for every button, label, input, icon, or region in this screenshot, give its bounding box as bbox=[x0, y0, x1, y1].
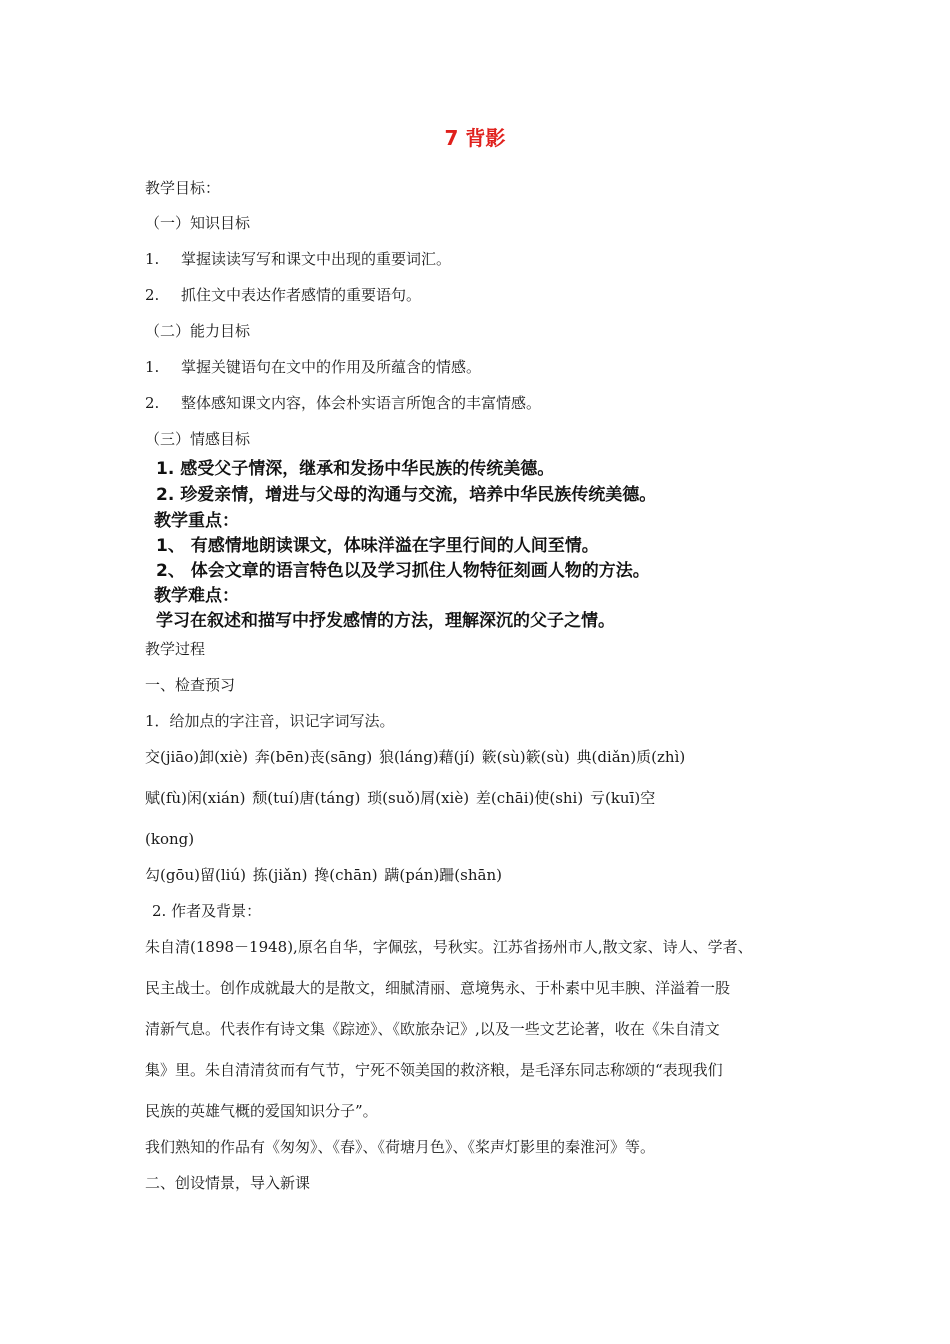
pinyin-row-continued: (kong) bbox=[145, 830, 195, 848]
ability-item bbox=[145, 393, 541, 413]
document-title: 7 背影 bbox=[444, 126, 506, 150]
pinyin-row: 交(jiāo)卸(xiè) 奔(bēn)丧(sāng) 狼(láng)藉(jí) 簌(sù)簌(sù) 典(diǎn)质(zhì) bbox=[145, 748, 686, 766]
item-number: 1. bbox=[145, 358, 160, 376]
item-number: 2. bbox=[145, 286, 160, 304]
key-point-item: 2、 体会文章的语言特色以及学习抓住人物特征刻画人物的方法。 bbox=[156, 561, 650, 581]
item-text: 抓住文中表达作者感情的重要语句。 bbox=[181, 286, 422, 304]
section2-heading: 二、创设情景，导入新课 bbox=[145, 1174, 311, 1192]
objectives-heading: 教学目标： bbox=[145, 179, 221, 197]
pinyin-row: 赋(fù)闲(xián) 颓(tuí)唐(táng) 琐(suǒ)屑(xiè) 差(chāi)使(shi) 亏(kuī)空 bbox=[145, 789, 656, 807]
difficulty-text: 学习在叙述和描写中抒发感情的方法，理解深沉的父子之情。 bbox=[156, 611, 615, 631]
emotion-item: 2. 珍爱亲情，增进与父母的沟通与交流，培养中华民族传统美德。 bbox=[156, 485, 657, 505]
emotion-item: 1. 感受父子情深，继承和发扬中华民族的传统美德。 bbox=[156, 459, 555, 479]
bio-line: 民族的英雄气概的爱国知识分子”。 bbox=[145, 1102, 378, 1120]
process-heading: 教学过程 bbox=[145, 640, 206, 658]
knowledge-heading: （一）知识目标 bbox=[145, 214, 251, 232]
task2: 2. 作者及背景： bbox=[152, 902, 262, 920]
knowledge-item bbox=[145, 285, 421, 305]
difficulty-heading: 教学难点： bbox=[154, 586, 239, 606]
emotion-heading: （三）情感目标 bbox=[145, 430, 251, 448]
key-point-item: 1、 有感情地朗读课文，体味洋溢在字里行间的人间至情。 bbox=[156, 536, 599, 556]
bio-line: 清新气息。代表作有诗文集《踪迹》、《欧旅杂记》,以及一些文艺论著，收在《朱自清文 bbox=[145, 1020, 720, 1038]
works-line: 我们熟知的作品有《匆匆》、《春》、《荷塘月色》、《桨声灯影里的秦淮河》等。 bbox=[145, 1138, 656, 1156]
task1: 1．给加点的字注音，识记字词写法。 bbox=[145, 712, 395, 730]
bio-line: 朱自清(1898－1948),原名自华，字佩弦，号秋实。江苏省扬州市人,散文家、诗人、学者、 bbox=[145, 938, 753, 956]
pinyin-row: 勾(gōu)留(liú) 拣(jiǎn) 搀(chān) 蹒(pán)跚(shān) bbox=[145, 866, 502, 884]
knowledge-item bbox=[145, 249, 451, 269]
bio-line: 民主战士。创作成就最大的是散文，细腻清丽、意境隽永、于朴素中见丰腴、洋溢着一股 bbox=[145, 979, 731, 997]
item-text: 掌握读读写写和课文中出现的重要词汇。 bbox=[181, 250, 452, 268]
ability-heading: （二）能力目标 bbox=[145, 322, 251, 340]
item-text: 整体感知课文内容，体会朴实语言所饱含的丰富情感。 bbox=[181, 394, 542, 412]
bio-line: 集》里。朱自清清贫而有气节，宁死不领美国的救济粮，是毛泽东同志称颂的“表现我们 bbox=[145, 1061, 723, 1079]
item-number: 2. bbox=[145, 394, 160, 412]
section1-heading: 一、检查预习 bbox=[145, 676, 236, 694]
key-points-heading: 教学重点： bbox=[154, 511, 239, 531]
ability-item bbox=[145, 357, 481, 377]
item-text: 掌握关键语句在文中的作用及所蕴含的情感。 bbox=[181, 358, 482, 376]
item-number: 1. bbox=[145, 250, 160, 268]
